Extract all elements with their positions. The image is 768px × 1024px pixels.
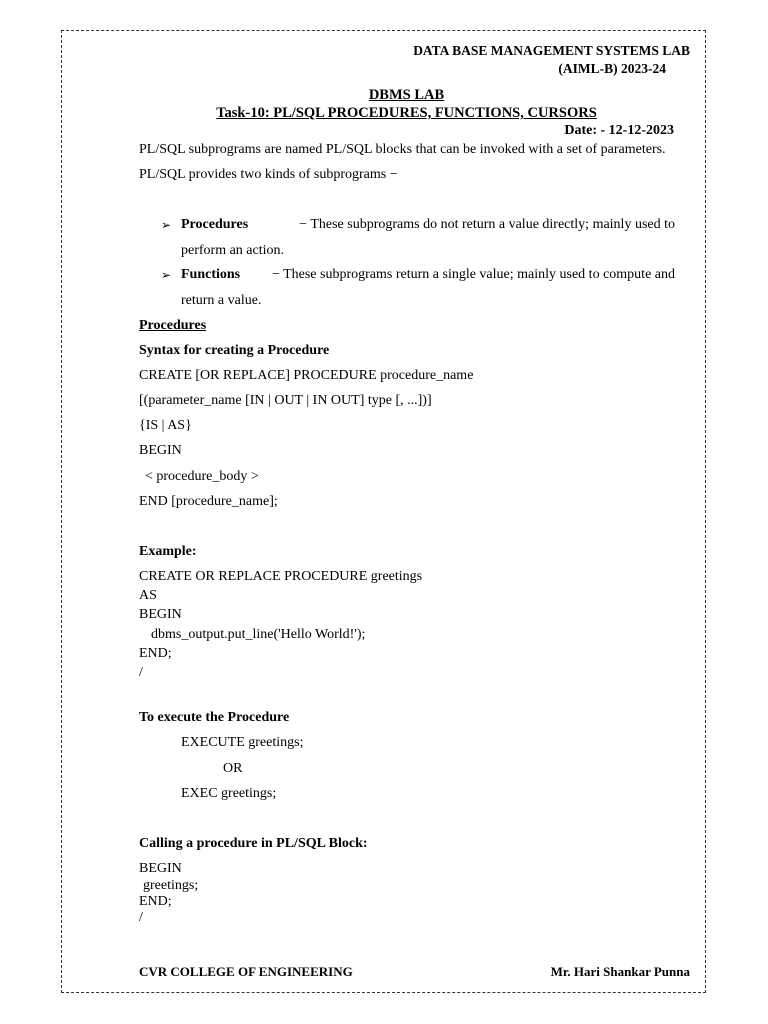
calling-line: greetings; — [143, 878, 199, 893]
calling-heading: Calling a procedure in PL/SQL Block: — [139, 836, 368, 851]
bullet-term: Functions — [181, 267, 241, 282]
date-label: Date: - 12-12-2023 — [564, 123, 674, 138]
bullet-functions — [181, 267, 675, 283]
procedures-heading: Procedures — [139, 318, 207, 333]
arrow-bullet-icon: ➢ — [161, 268, 172, 282]
intro-line-2: PL/SQL provides two kinds of subprograms − — [139, 167, 398, 182]
bullet-term: Procedures — [181, 217, 249, 232]
execute-line: EXECUTE greetings; — [181, 735, 304, 750]
bullet-procedures — [181, 217, 675, 233]
syntax-line: END [procedure_name]; — [139, 494, 278, 509]
footer-college: CVR COLLEGE OF ENGINEERING — [139, 964, 353, 979]
example-heading: Example: — [139, 544, 197, 559]
course-title: DBMS LAB — [368, 87, 445, 103]
footer-author: Mr. Hari Shankar Punna — [550, 964, 690, 979]
execute-heading: To execute the Procedure — [139, 710, 290, 725]
example-line: / — [139, 665, 143, 680]
bullet-continuation: return a value. — [181, 293, 262, 308]
example-line: AS — [139, 588, 157, 603]
task-title: Task-10: PL/SQL PROCEDURES, FUNCTIONS, CURSORS — [216, 105, 597, 121]
syntax-line: BEGIN — [139, 443, 182, 458]
example-line: dbms_output.put_line('Hello World!'); — [151, 627, 366, 642]
syntax-line: CREATE [OR REPLACE] PROCEDURE procedure_name — [139, 368, 474, 383]
calling-line: / — [139, 910, 143, 925]
bullet-text: − These subprograms return a single value; mainly used to compute and — [271, 267, 675, 282]
calling-line: END; — [139, 894, 172, 909]
syntax-line: {IS | AS} — [139, 418, 192, 433]
example-line: BEGIN — [139, 607, 182, 622]
lab-title: DATA BASE MANAGEMENT SYSTEMS LAB — [413, 43, 690, 58]
calling-line: BEGIN — [139, 861, 182, 876]
bullet-text: − These subprograms do not return a value directly; mainly used to — [299, 217, 675, 232]
example-line: END; — [139, 646, 172, 661]
bullet-continuation: perform an action. — [181, 243, 285, 258]
batch-label: (AIML-B) 2023-24 — [558, 61, 666, 76]
intro-line-1: PL/SQL subprograms are named PL/SQL blocks that can be invoked with a set of parameters. — [139, 142, 666, 157]
execute-or: OR — [223, 761, 243, 776]
syntax-line: < procedure_body > — [145, 469, 259, 484]
arrow-bullet-icon: ➢ — [161, 218, 172, 232]
syntax-line: [(parameter_name [IN | OUT | IN OUT] type [, ...])] — [139, 393, 432, 408]
syntax-heading: Syntax for creating a Procedure — [139, 343, 330, 358]
execute-line: EXEC greetings; — [181, 786, 277, 801]
example-line: CREATE OR REPLACE PROCEDURE greetings — [139, 569, 423, 584]
